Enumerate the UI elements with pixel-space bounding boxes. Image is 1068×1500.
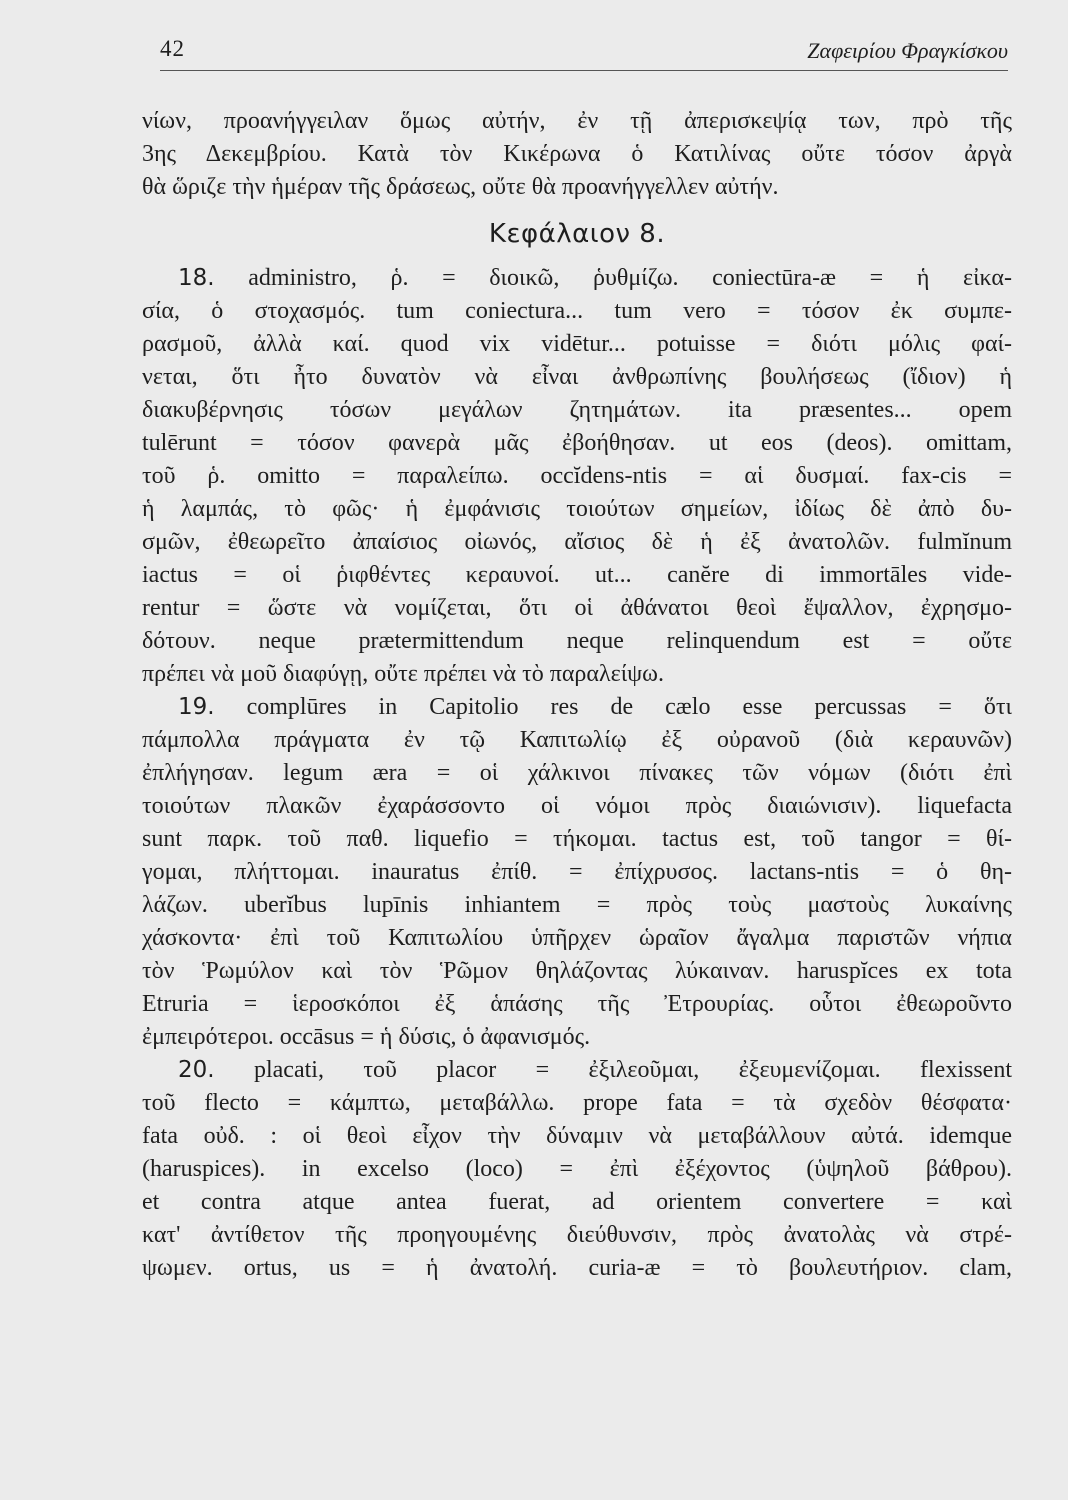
text-line: ἐπλήγησαν. legum æra = οἱ χάλκινοι πίνακες τῶν νόμων (διότι ἐπὶ xyxy=(142,760,1012,786)
section-18-first-line xyxy=(142,262,1012,295)
section-number: 20. xyxy=(178,1057,215,1083)
text-line: σμῶν, ἐθεωρεῖτο ἀπαίσιος οἰωνός, αἴσιος δὲ ἡ ἐξ ἀνατολῶν. fulmĭnum xyxy=(142,529,1012,555)
text-line: ρασμοῦ, ἀλλὰ καί. quod vix vidētur... potuisse = διότι μόλις φαί- xyxy=(142,331,1012,357)
section-number: 18. xyxy=(178,265,215,291)
text-line: placati, τοῦ placor = ἐξιλεοῦμαι, ἐξευμενίζομαι. flexissent xyxy=(253,1057,1013,1083)
text-line: κατ' ἀντίθετον τῆς προηγουμένης διεύθυνσιν, πρὸς ἀνατολὰς νὰ στρέ- xyxy=(142,1222,1012,1248)
body-text xyxy=(142,105,1012,1285)
text-line: πάμπολλα πράγματα ἐν τῷ Καπιτωλίῳ ἐξ οὐρανοῦ (διὰ κεραυνῶν) xyxy=(142,727,1012,753)
text-line: ἐμπειρότεροι. occāsus = ἡ δύσις, ὁ ἀφανισμός. xyxy=(142,1024,591,1050)
text-line: ἡ λαμπάς, τὸ φῶς· ἡ ἐμφάνισις τοιούτων σημείων, ἰδίως δὲ ἀπὸ δυ- xyxy=(142,496,1012,522)
text-line: sunt παρκ. τοῦ παθ. liquefio = τήκομαι. tactus est, τοῦ tangor = θί- xyxy=(142,826,1012,852)
text-line: tulērunt = τόσον φανερὰ μᾶς ἐβοήθησαν. ut eos (deos). omittam, xyxy=(142,430,1012,456)
text-line: νεται, ὅτι ἦτο δυνατὸν νὰ εἶναι ἀνθρωπίνης βουλήσεως (ἴδιον) ἡ xyxy=(142,364,1012,390)
text-line: (haruspices). in excelso (loco) = ἐπὶ ἐξέχοντος (ὑψηλοῦ βάθρου). xyxy=(142,1156,1012,1182)
text-line: δότουν. neque prætermittendum neque relinquendum est = οὔτε xyxy=(142,628,1012,654)
text-line: νίων, προανήγγειλαν ὅμως αὐτήν, ἐν τῇ ἀπερισκεψίᾳ των, πρὸ τῆς xyxy=(142,108,1012,134)
text-line: Etruria = ἱεροσκόποι ἐξ ἁπάσης τῆς Ἐτρουρίας. οὗτοι ἐθεωροῦντο xyxy=(142,991,1012,1017)
text-line: γομαι, πλήττομαι. inauratus ἐπίθ. = ἐπίχρυσος. lactans-ntis = ὁ θη- xyxy=(142,859,1012,885)
text-line: λάζων. uberĭbus lupīnis inhiantem = πρὸς τοὺς μαστοὺς λυκαίνης xyxy=(142,892,1012,918)
page-number: 42 xyxy=(160,36,185,61)
running-head: Ζαφειρίου Φραγκίσκου xyxy=(807,38,1008,63)
section-number: 19. xyxy=(178,694,215,720)
section-20-first-line xyxy=(142,1054,1012,1087)
text-line: τοῦ ῥ. omitto = παραλείπω. occĭdens-ntis = αἱ δυσμαί. fax-cis = xyxy=(142,463,1012,489)
text-line: τοιούτων πλακῶν ἐχαράσσοντο οἱ νόμοι πρὸς διαιώνισιν). liquefacta xyxy=(142,793,1012,819)
text-line: 3ης Δεκεμβρίου. Κατὰ τὸν Κικέρωνα ὁ Κατιλίνας οὔτε τόσον ἀργὰ xyxy=(142,141,1012,167)
text-line: σία, ὁ στοχασμός. tum coniectura... tum vero = τόσον ἐκ συμπε- xyxy=(142,298,1012,324)
text-line: διακυβέρνησις τόσων μεγάλων ζητημάτων. ita præsentes... opem xyxy=(142,397,1012,423)
text-line: fata οὐδ. : οἱ θεοὶ εἶχον τὴν δύναμιν νὰ μεταβάλλουν αὐτά. idemque xyxy=(142,1123,1012,1149)
page-header xyxy=(160,34,1008,71)
text-line: et contra atque antea fuerat, ad orientem convertere = καὶ xyxy=(142,1189,1012,1215)
text-line: τὸν Ῥωμύλον καὶ τὸν Ῥῶμον θηλάζοντας λύκαιναν. haruspĭces ex tota xyxy=(142,958,1012,984)
text-line: rentur = ὥστε νὰ νομίζεται, ὅτι οἱ ἀθάνατοι θεοὶ ἔψαλλον, ἐχρησμο- xyxy=(142,595,1012,621)
text-line: χάσκοντα· ἐπὶ τοῦ Καπιτωλίου ὑπῆρχεν ὡραῖον ἄγαλμα παριστῶν νήπια xyxy=(142,925,1012,951)
text-line: τοῦ flecto = κάμπτω, μεταβάλλω. prope fata = τὰ σχεδὸν θέσφατα· xyxy=(142,1090,1012,1116)
text-line: ψωμεν. ortus, us = ἡ ἀνατολή. curia-æ = τὸ βουλευτήριον. clam, xyxy=(142,1255,1012,1281)
chapter-heading: Κεφάλαιον 8. xyxy=(488,219,666,249)
text-line: complūres in Capitolio res de cælo esse percussas = ὅτι xyxy=(246,694,1013,720)
section-19-first-line xyxy=(142,691,1012,724)
text-line: πρέπει νὰ μοῦ διαφύγῃ, οὔτε πρέπει νὰ τὸ παραλείψω. xyxy=(142,661,664,687)
text-line: θὰ ὥριζε τὴν ἡμέραν τῆς δράσεως, οὔτε θὰ προανήγγελλεν αὐτήν. xyxy=(142,174,779,200)
text-line: administro, ῥ. = διοικῶ, ῥυθμίζω. coniectūra-æ = ἡ εἰκα- xyxy=(248,265,1012,291)
text-line: iactus = οἱ ῥιφθέντες κεραυνοί. ut... canĕre di immortāles vide- xyxy=(142,562,1012,588)
